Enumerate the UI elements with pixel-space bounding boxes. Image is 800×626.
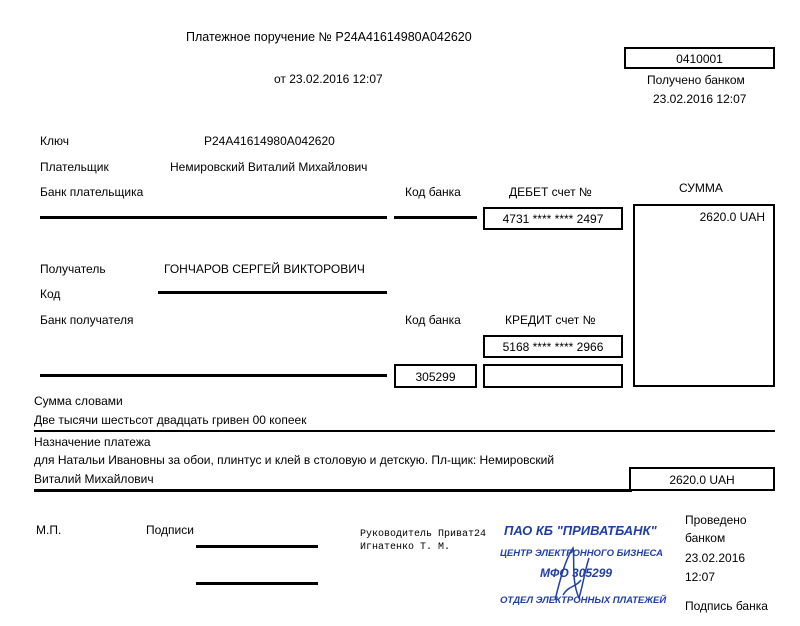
manager-line-1: Руководитель Приват24 [360, 529, 487, 540]
sum-value: 2620.0 UAH [699, 210, 765, 224]
purpose-line-2: Виталий Михайлович [34, 472, 154, 486]
mp-label: М.П. [36, 523, 62, 537]
signature-line-1 [196, 545, 318, 548]
processed-date: 23.02.2016 [685, 551, 746, 565]
payer-bank-line [40, 216, 387, 219]
received-date: 23.02.2016 12:07 [653, 92, 747, 106]
stamp-line-4: ОТДЕЛ ЭЛЕКТРОННЫХ ПЛАТЕЖЕЙ [500, 595, 667, 606]
purpose-line-1: для Натальи Ивановны за обои, плинтус и клей в столовую и детскую. Пл-щик: Немировский [34, 453, 555, 467]
form-code: 0410001 [676, 52, 723, 66]
bank-code-label-1: Код банка [405, 185, 461, 199]
recipient-label: Получатель [40, 262, 106, 276]
amount-words-label: Сумма словами [34, 394, 123, 408]
processed-time: 12:07 [685, 570, 716, 584]
payer-bank-label: Банк плательщика [40, 185, 144, 199]
recipient-code-line [158, 291, 387, 294]
document-date: от 23.02.2016 12:07 [274, 72, 383, 86]
purpose-line [34, 489, 632, 492]
credit-account: 5168 **** **** 2966 [502, 340, 604, 354]
processed-label-1: Проведено [685, 513, 747, 527]
document-title: Платежное поручение № P24A41614980A042620 [186, 30, 472, 44]
code-label: Код [40, 287, 61, 301]
credit-label: КРЕДИТ счет № [505, 313, 596, 327]
payer-label: Плательщик [40, 160, 109, 174]
purpose-sum-value: 2620.0 UAH [669, 473, 735, 487]
processed-label-2: банком [685, 531, 726, 545]
credit-account-box [483, 335, 623, 358]
key-value: P24A41614980A042620 [204, 134, 335, 148]
signature-line-2 [196, 582, 318, 585]
sum-label: СУММА [679, 181, 723, 195]
debit-label: ДЕБЕТ счет № [509, 185, 592, 199]
sum-box [633, 204, 775, 387]
handwritten-signature [545, 540, 595, 610]
stamp-line-1: ПАО КБ "ПРИВАТБАНК" [504, 523, 657, 538]
recipient-bank-label: Банк получателя [40, 313, 134, 327]
bank-code-box [394, 364, 477, 388]
payer-bank-code-line [394, 216, 477, 219]
amount-words-value: Две тысячи шестьсот двадцать гривен 00 копеек [34, 413, 307, 427]
bank-code-label-2: Код банка [405, 313, 461, 327]
payer-value: Немировский Виталий Михайлович [170, 160, 368, 174]
form-code-box [624, 47, 775, 69]
recipient-value: ГОНЧАРОВ СЕРГЕЙ ВИКТОРОВИЧ [164, 262, 365, 276]
debit-account-box [483, 207, 623, 230]
purpose-sum-box [629, 467, 775, 491]
stamp-line-2: ЦЕНТР ЭЛЕКТРОННОГО БИЗНЕСА [500, 548, 664, 559]
bank-signature-label: Подпись банка [685, 599, 768, 613]
manager-line-2: Игнатенко Т. М. [360, 542, 451, 553]
signatures-label: Подписи [146, 523, 194, 537]
stamp-line-3: МФО 305299 [540, 566, 613, 580]
bank-code-value: 305299 [415, 370, 456, 384]
amount-words-line [34, 430, 775, 432]
credit-empty-box [483, 364, 623, 388]
debit-account: 4731 **** **** 2497 [502, 212, 604, 226]
key-label: Ключ [40, 134, 69, 148]
received-label: Получено банком [647, 73, 745, 87]
recipient-bank-line [40, 374, 387, 377]
purpose-label: Назначение платежа [34, 435, 151, 449]
